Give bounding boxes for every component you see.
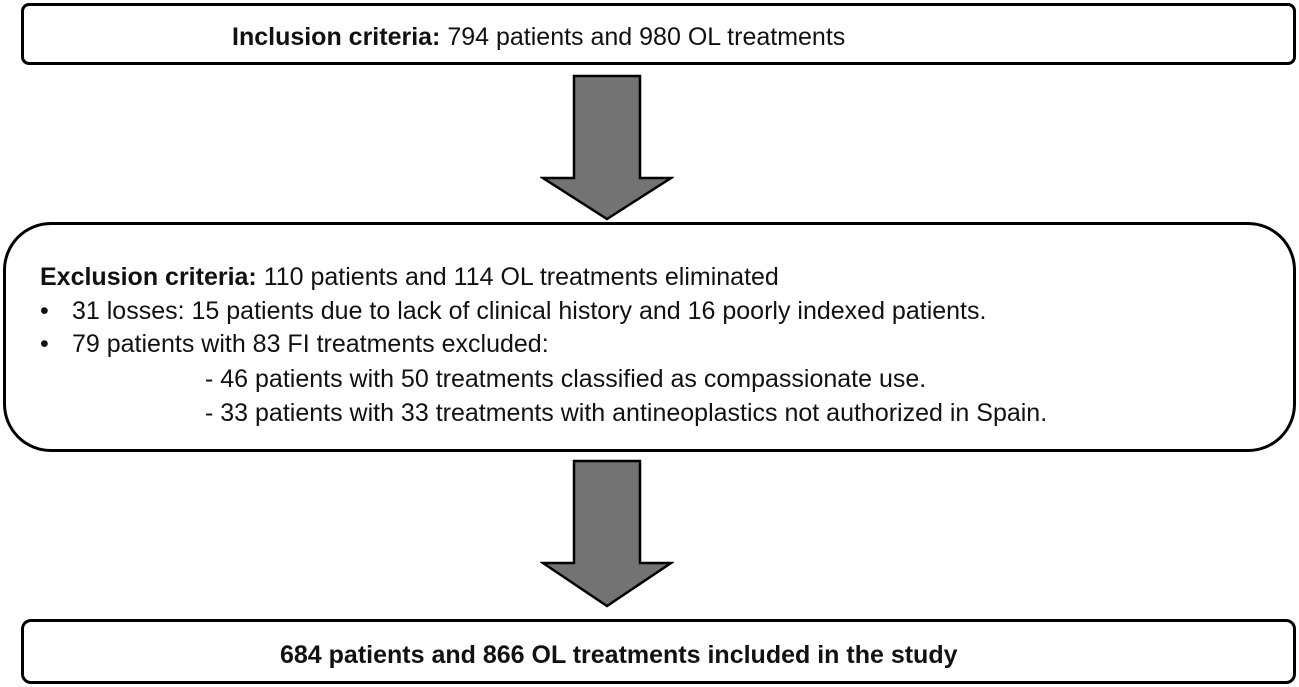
inclusion-value: 794 patients and 980 OL treatments	[440, 23, 846, 51]
inclusion-text	[232, 21, 845, 53]
bullet-marker: •	[40, 330, 49, 358]
inclusion-label: Inclusion criteria:	[232, 23, 441, 51]
exclusion-bullet-losses: 31 losses: 15 patients due to lack of clinical history and 16 poorly indexed patients.	[72, 297, 987, 325]
exclusion-heading	[40, 261, 779, 293]
exclusion-sub-antineoplastics: - 33 patients with 33 treatments with antineoplastics not authorized in Spain.	[205, 399, 1048, 427]
result-box	[21, 619, 1296, 684]
exclusion-label: Exclusion criteria:	[40, 263, 257, 291]
exclusion-value: 110 patients and 114 OL treatments eliminated	[256, 263, 779, 291]
result-text: 684 patients and 866 OL treatments included in the study	[280, 641, 958, 669]
exclusion-sub-compassionate: - 46 patients with 50 treatments classified as compassionate use.	[205, 365, 927, 393]
bullet-marker: •	[40, 297, 49, 325]
exclusion-box	[3, 222, 1296, 452]
inclusion-box	[21, 3, 1296, 65]
down-arrow-icon	[540, 74, 674, 222]
down-arrow-icon	[540, 459, 674, 609]
exclusion-bullet-fi-treatments: 79 patients with 83 FI treatments excluded:	[72, 330, 549, 358]
